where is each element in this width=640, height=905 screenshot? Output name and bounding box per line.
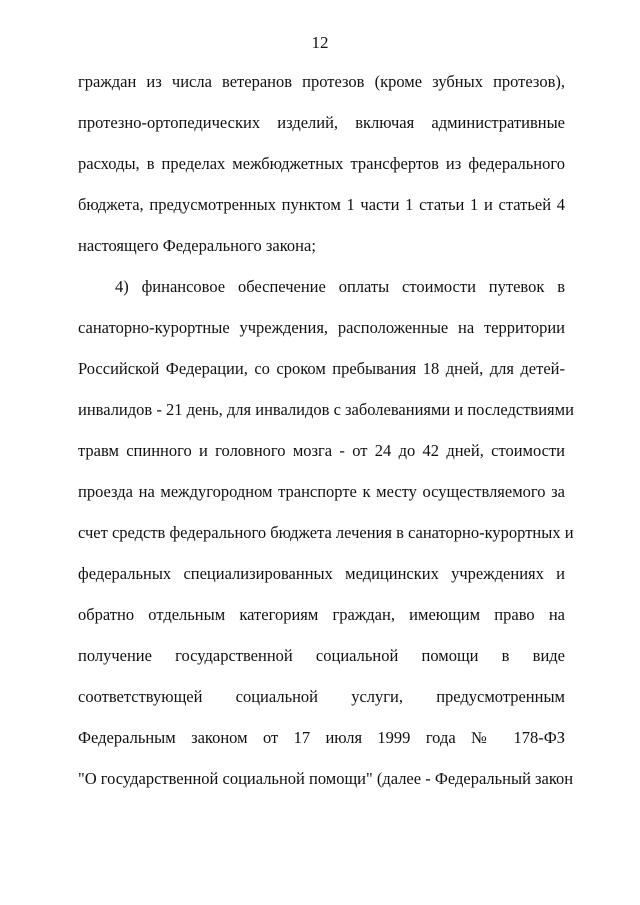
text-line: счет средств федерального бюджета лечения в санаторно-курортных и xyxy=(78,523,574,542)
text-line: граждан из числа ветеранов протезов (кроме зубных протезов), xyxy=(78,72,565,91)
text-line: расходы, в пределах межбюджетных трансфертов из федерального xyxy=(78,154,565,173)
text-line: федеральных специализированных медицинских учреждениях и xyxy=(78,564,565,583)
text-line: "О государственной социальной помощи" (далее - Федеральный закон xyxy=(78,769,574,788)
text-line: проезда на междугородном транспорте к месту осуществляемого за xyxy=(78,482,565,501)
text-line: травм спинного и головного мозга - от 24 до 42 дней, стоимости xyxy=(78,441,565,460)
text-line: обратно отдельным категориям граждан, имеющим право на xyxy=(78,605,565,624)
text-line: санаторно-курортные учреждения, расположенные на территории xyxy=(78,318,565,337)
text-line: соответствующей социальной услуги, предусмотренным xyxy=(78,687,565,706)
text-line: Федеральным законом от 17 июля 1999 года № 178-ФЗ xyxy=(78,728,565,747)
text-line: получение государственной социальной помощи в виде xyxy=(78,646,565,665)
text-line: протезно-ортопедических изделий, включая административные xyxy=(78,113,565,132)
text-line: инвалидов - 21 день, для инвалидов с заболеваниями и последствиями xyxy=(78,400,574,419)
page-number: 12 xyxy=(311,33,329,52)
paragraph-start-line: 4) финансовое обеспечение оплаты стоимости путевок в xyxy=(115,277,565,296)
text-line: Российской Федерации, со сроком пребывания 18 дней, для детей- xyxy=(78,359,565,378)
text-line: настоящего Федерального закона; xyxy=(78,236,316,255)
text-line: бюджета, предусмотренных пунктом 1 части 1 статьи 1 и статьей 4 xyxy=(78,195,565,214)
